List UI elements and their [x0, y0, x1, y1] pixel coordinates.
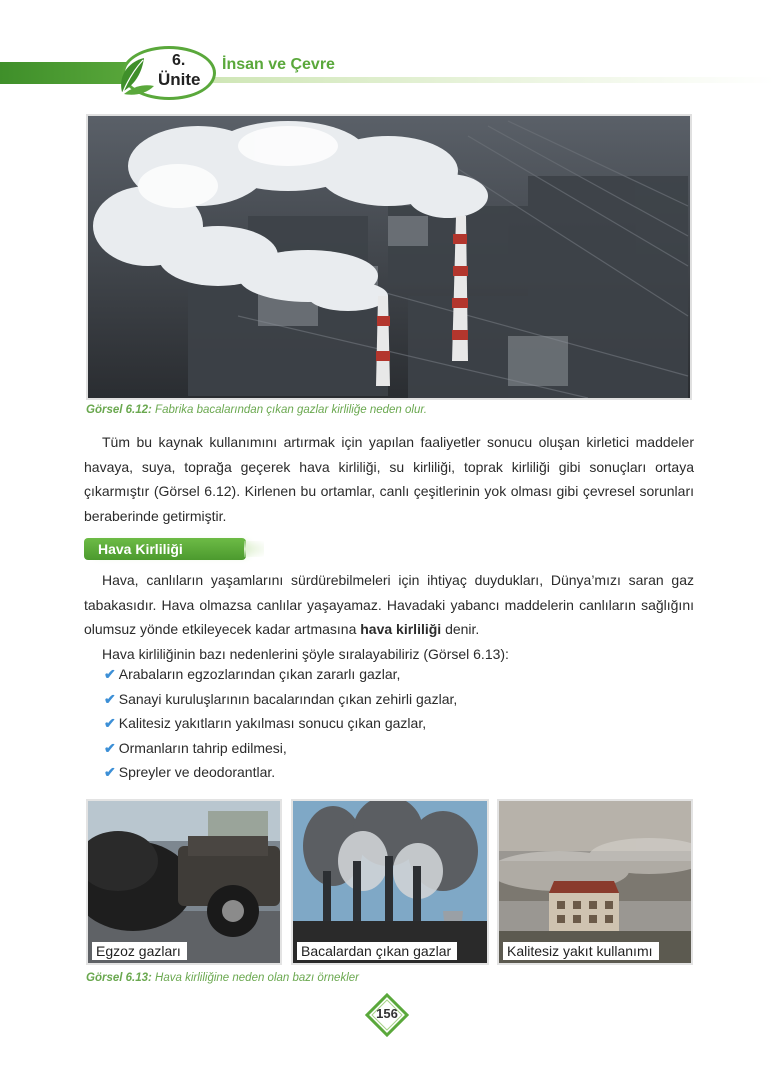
list-item — [104, 662, 457, 687]
check-icon: ✔ — [104, 666, 116, 682]
check-icon: ✔ — [104, 715, 116, 731]
section-title: Hava Kirliliği — [84, 538, 246, 560]
list-item-text: Kalitesiz yakıtların yakılması sonucu çıkan gazlar, — [118, 715, 427, 731]
photo-label: Egzoz gazları — [92, 942, 187, 960]
factory-photo — [86, 114, 692, 400]
intro-paragraph: Tüm bu kaynak kullanımını artırmak için yapılan faaliyetler sonucu oluşan kirletici maddeler havaya, suya, toprağa geçerek hava kirliliği, su kirliliği, toprak kirliliği gibi sonuçları ortaya çıkarmıştır (Görsel 6.12). Kirlenen bu ortamlar, canlı çeşitlerinin yok olması gibi çevresel sorunları beraberinde getirmiştir. — [84, 434, 694, 524]
list-item — [104, 760, 457, 785]
photo-label: Bacalardan çıkan gazlar — [297, 942, 457, 960]
unit-label: Ünite — [158, 70, 201, 89]
photo-label: Kalitesiz yakıt kullanımı — [503, 942, 659, 960]
photo-poor-fuel — [497, 799, 693, 965]
list-item-text: Arabaların egzozlarından çıkan zararlı gazlar, — [118, 666, 401, 682]
section-paragraph-part1: Hava, canlıların yaşamlarını sürdürebilmeleri için ihtiyaç duydukları, Dünya’mızı saran gaz tabakasıdır. Hava olmazsa canlılar yaşayamaz. Havadaki yabancı maddelerin canlıların sağlığını olumsuz yönde etkileyecek kadar artmasına — [84, 572, 694, 637]
unit-number: 6. — [172, 52, 186, 69]
section-paragraph-part2: denir. — [441, 621, 480, 637]
check-icon: ✔ — [104, 690, 116, 707]
section-title-glow — [244, 541, 264, 557]
list-intro: Hava kirliliğinin bazı nedenlerini şöyle sıralayabiliriz (Görsel 6.13): — [102, 645, 509, 662]
check-icon: ✔ — [104, 739, 116, 756]
section-paragraph-block — [84, 568, 694, 666]
caption-text: Hava kirliliğine neden olan bazı örnekler — [155, 972, 359, 984]
list-item — [104, 736, 457, 761]
figure-caption-bottom — [86, 972, 359, 984]
list-item — [104, 711, 457, 736]
photo-chimneys — [291, 799, 489, 965]
section-paragraph-bold: hava kirliliği — [360, 621, 442, 637]
list-item-text: Spreyler ve deodorantlar. — [118, 764, 276, 780]
causes-list — [104, 662, 457, 785]
intro-paragraph-block — [84, 430, 694, 528]
list-item-text: Sanayi kuruluşlarının bacalarından çıkan zehirli gazlar, — [118, 690, 458, 707]
section-paragraph — [84, 568, 694, 642]
caption-label: Görsel 6.13: — [86, 972, 152, 984]
list-item — [104, 687, 457, 712]
chapter-title: İnsan ve Çevre — [222, 56, 335, 73]
header-rule — [210, 77, 775, 83]
page-number: 156 — [376, 1006, 398, 1021]
photo-exhaust — [86, 799, 282, 965]
list-item-text: Ormanların tahrip edilmesi, — [118, 739, 287, 756]
leaf-icon — [114, 50, 164, 100]
check-icon: ✔ — [104, 764, 116, 780]
caption-label: Görsel 6.12: — [86, 404, 152, 416]
figure-caption-main — [86, 404, 427, 416]
caption-text: Fabrika bacalarından çıkan gazlar kirliliğe neden olur. — [155, 404, 427, 416]
